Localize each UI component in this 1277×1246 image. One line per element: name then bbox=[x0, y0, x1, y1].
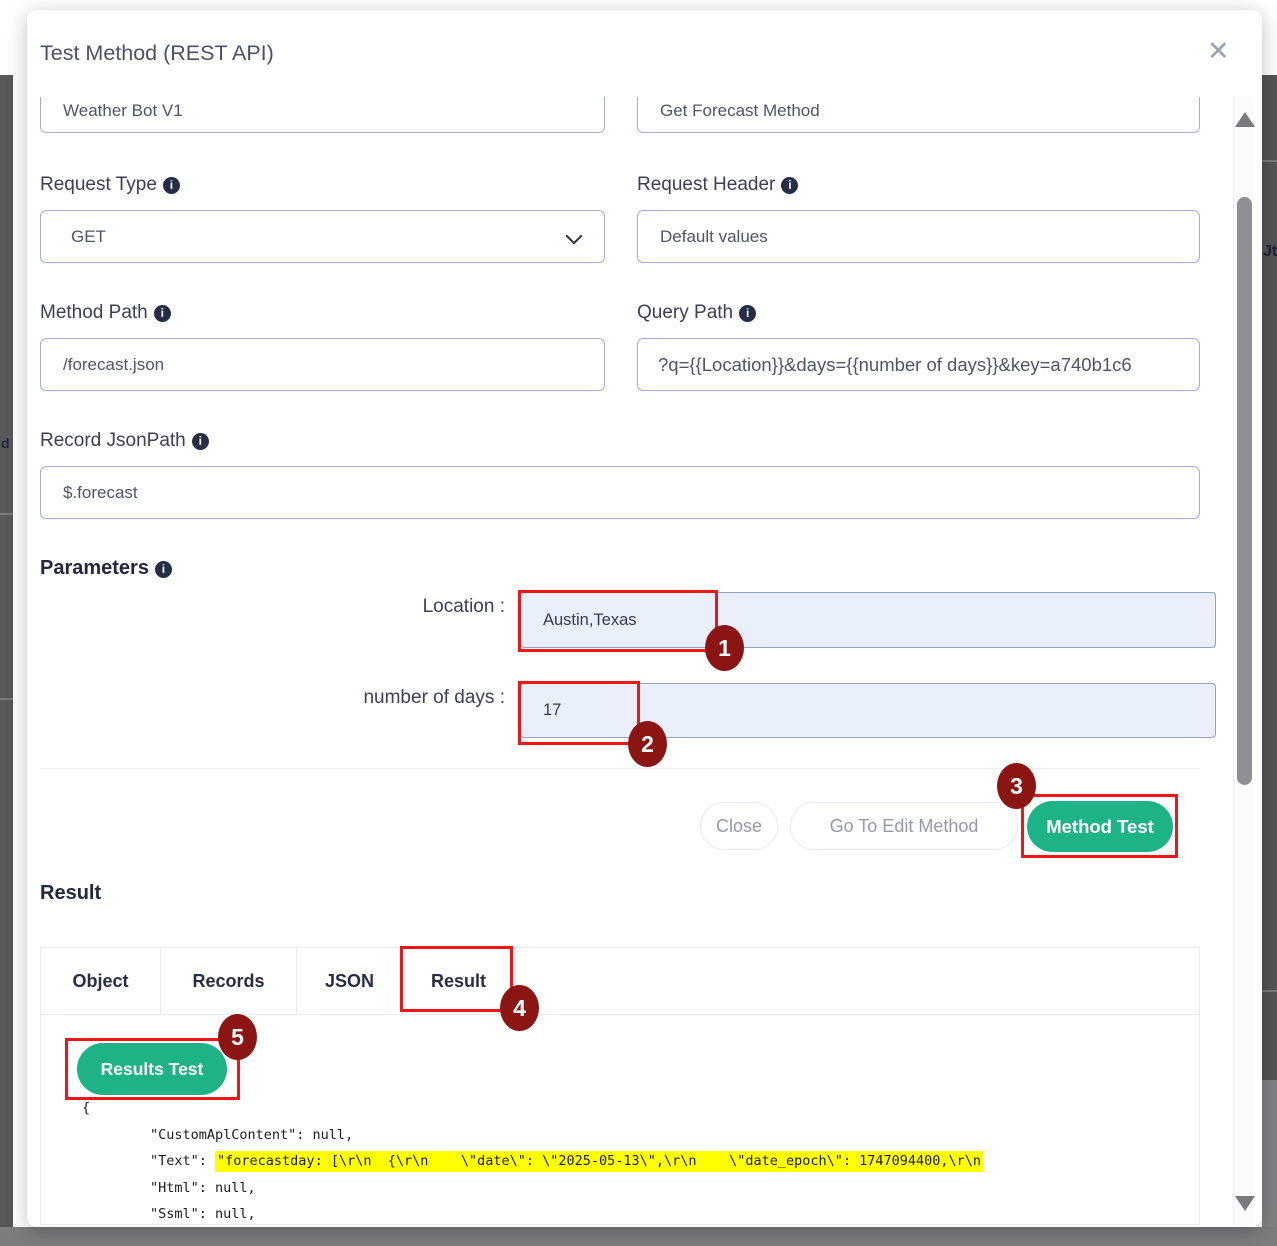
bot-name-value: Weather Bot V1 bbox=[63, 100, 183, 120]
info-icon[interactable]: i bbox=[781, 177, 798, 194]
annotation-box-days bbox=[518, 681, 640, 745]
code-line bbox=[150, 1153, 983, 1169]
background-lighter-block bbox=[1262, 1080, 1277, 1227]
request-type-label: Request Type i bbox=[40, 174, 180, 196]
query-path-value: ?q={{Location}}&days={{number of days}}&key=a740b1c6 bbox=[658, 353, 1132, 375]
go-to-edit-method-button[interactable]: Go To Edit Method bbox=[790, 802, 1018, 850]
scroll-down-icon[interactable] bbox=[1235, 1196, 1255, 1211]
background-seam bbox=[0, 698, 13, 700]
result-heading: Result bbox=[40, 882, 102, 904]
days-param-label: number of days : bbox=[363, 687, 505, 708]
code-highlighted-text: "forecastday: [\r\n {\r\n \"date\": \"2025-05-13\",\r\n \"date_epoch\": 1747094400,\r\n bbox=[215, 1151, 983, 1172]
annotation-box-method-test bbox=[1021, 794, 1178, 858]
code-line: "Ssml": null, bbox=[150, 1206, 256, 1222]
record-jsonpath-label: Record JsonPath i bbox=[40, 430, 209, 452]
background-page-left-edge bbox=[0, 75, 13, 1227]
background-page-right-edge bbox=[1262, 75, 1277, 1227]
code-line: { bbox=[82, 1100, 91, 1116]
close-icon[interactable]: ✕ bbox=[1207, 36, 1230, 66]
info-icon[interactable]: i bbox=[163, 177, 180, 194]
annotation-box-location bbox=[518, 590, 718, 652]
request-header-input[interactable] bbox=[637, 210, 1200, 263]
scrollbar-track[interactable] bbox=[1233, 97, 1254, 1225]
close-button[interactable]: Close bbox=[700, 802, 778, 850]
request-header-label: Request Header i bbox=[637, 174, 798, 196]
background-seam bbox=[0, 513, 13, 515]
request-type-value: GET bbox=[71, 226, 106, 246]
request-type-select[interactable] bbox=[40, 210, 605, 263]
annotation-badge-5: 5 bbox=[218, 1014, 257, 1060]
background-clipped-text: Jt bbox=[1263, 243, 1277, 260]
results-test-button[interactable]: Results Test bbox=[77, 1043, 227, 1095]
record-jsonpath-value: $.forecast bbox=[63, 482, 138, 502]
modal-header bbox=[27, 10, 1262, 97]
background-seam bbox=[1262, 160, 1277, 162]
code-line: "Html": null, bbox=[150, 1180, 256, 1196]
chevron-down-icon bbox=[566, 228, 583, 245]
code-line: "CustomAplContent": null, bbox=[150, 1127, 354, 1143]
tab-records[interactable]: Records bbox=[161, 948, 297, 1014]
tab-result[interactable]: Result bbox=[403, 948, 515, 1014]
info-icon[interactable]: i bbox=[155, 561, 172, 578]
annotation-badge-1: 1 bbox=[705, 625, 744, 671]
request-header-value: Default values bbox=[660, 226, 768, 246]
query-path-label: Query Path i bbox=[637, 302, 756, 324]
info-icon[interactable]: i bbox=[739, 305, 756, 322]
method-path-value: /forecast.json bbox=[63, 354, 165, 374]
query-path-input[interactable] bbox=[637, 338, 1200, 391]
method-path-label: Method Path i bbox=[40, 302, 171, 324]
tab-object[interactable]: Object bbox=[41, 948, 161, 1014]
code-text-key: "Text": bbox=[150, 1153, 216, 1169]
method-name-value: Get Forecast Method bbox=[660, 100, 820, 120]
annotation-badge-4: 4 bbox=[500, 985, 539, 1031]
annotation-box-results-test bbox=[65, 1038, 240, 1100]
annotation-badge-3: 3 bbox=[997, 763, 1036, 809]
record-jsonpath-input[interactable] bbox=[40, 466, 1200, 519]
method-test-button[interactable]: Method Test bbox=[1027, 801, 1173, 852]
days-param-value: 17 bbox=[543, 701, 562, 719]
info-icon[interactable]: i bbox=[154, 305, 171, 322]
modal-title: Test Method (REST API) bbox=[40, 41, 274, 65]
method-path-input[interactable] bbox=[40, 338, 605, 391]
tab-json[interactable]: JSON bbox=[297, 948, 403, 1014]
tabs-underline bbox=[41, 1014, 1199, 1015]
scrollbar-thumb[interactable] bbox=[1237, 197, 1252, 785]
background-seam bbox=[1262, 990, 1277, 992]
scroll-up-icon[interactable] bbox=[1235, 112, 1255, 127]
background-clipped-text: d bbox=[1, 435, 10, 451]
annotation-box-result-tab bbox=[400, 946, 513, 1012]
location-param-value: Austin,Texas bbox=[543, 610, 637, 629]
parameters-heading: Parameters i bbox=[40, 557, 172, 580]
info-icon[interactable]: i bbox=[192, 433, 209, 450]
annotation-badge-2: 2 bbox=[628, 721, 667, 767]
background-bottom-bar bbox=[0, 1227, 1277, 1246]
location-param-label: Location : bbox=[422, 596, 505, 617]
